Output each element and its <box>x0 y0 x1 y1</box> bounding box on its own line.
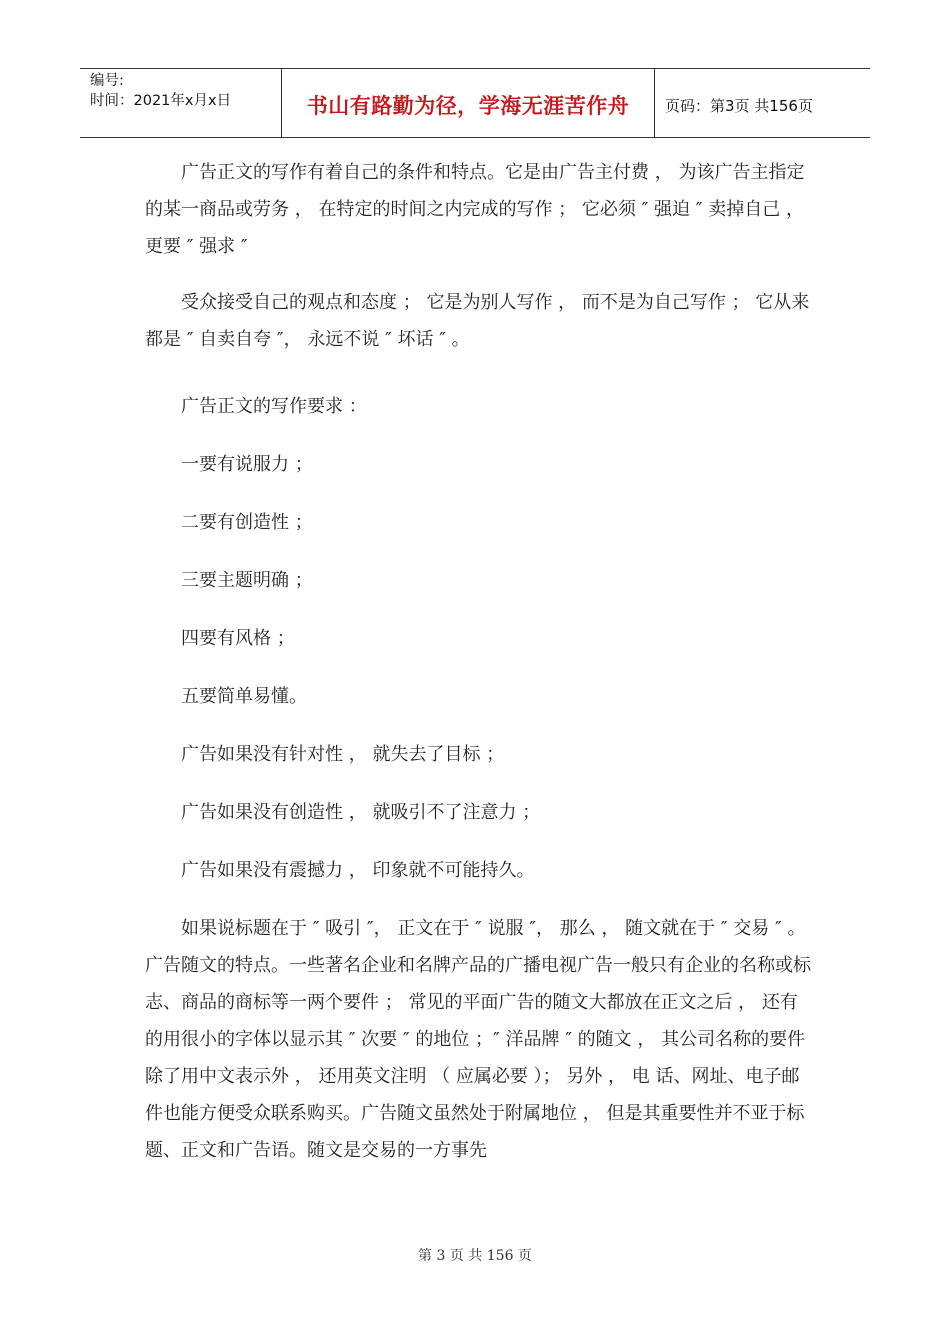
paragraph-1: 广告正文的写作有着自己的条件和特点。它是由广告主付费 ， 为该广告主指定的某一商品或劳务 ， 在特定的时间之内完成的写作 ； 它必须 ″ 强迫 ″ 卖掉自己 ， 更要 ″ 强求 ″ <box>145 162 810 257</box>
page-footer: 第 3 页 共 156 页 <box>418 1248 532 1264</box>
paragraph-10: 广告如果没有创造性 ， 就吸引不了注意力 ； <box>181 802 541 823</box>
header-page-info: 页码：第3页 共156页 <box>665 96 813 115</box>
paragraph-12: 如果说标题在于 ″ 吸引 ″， 正文在于 ″ 说服 ″， 那么 ， 随文就在于 ″ 交易 ″ 。 广告随文的特点。一些著名企业和名牌产品的广播电视广告一般只有企业的名称或标志、商品的商标等一两个要件 ； 常见的平面广告的随文大都放在正文之后 ， 还有的用很小的字体以显示其 ″ 次要 ″ 的地位 ；″ 洋品牌 ″ 的随文 ， 其公司名称的要件除了用中文表示外 ， 还用英文注明 （ 应属必要 ）； 另外 ， 电 话、网址、电子邮件也能方便受众联系购买。广告随文虽然处于附属地位 ， 但是其重要性并不亚于标题、正文和广告语。随文是交易的一方事先 <box>145 918 812 1161</box>
paragraph-11: 广告如果没有震撼力 ， 印象就不可能持久。 <box>181 860 535 881</box>
header-motto: 书山有路勤为径，学海无涯苦作舟 <box>282 69 655 137</box>
page-header <box>80 68 870 138</box>
list-item: 二要有创造性 ； <box>181 512 313 533</box>
document-body <box>145 154 813 1169</box>
list-item: 一要有说服力 ； <box>181 454 313 475</box>
time-label: 时间：2021年x月x日 <box>90 93 232 109</box>
list-item: 四要有风格 ； <box>181 628 295 649</box>
paragraph-3: 广告正文的写作要求 ： <box>181 396 367 417</box>
paragraph-2: 受众接受自己的观点和态度 ； 它是为别人写作 ， 而不是为自己写作 ； 它从来都是 ″ 自卖自夸 ″， 永远不说 ″ 坏话 ″ 。 <box>145 292 810 350</box>
list-item: 三要主题明确 ； <box>181 570 313 591</box>
header-meta <box>80 69 282 137</box>
paragraph-9: 广告如果没有针对性 ， 就失去了目标 ； <box>181 744 505 765</box>
list-item: 五要简单易懂。 <box>181 686 307 707</box>
number-label: 编号: <box>90 73 124 89</box>
